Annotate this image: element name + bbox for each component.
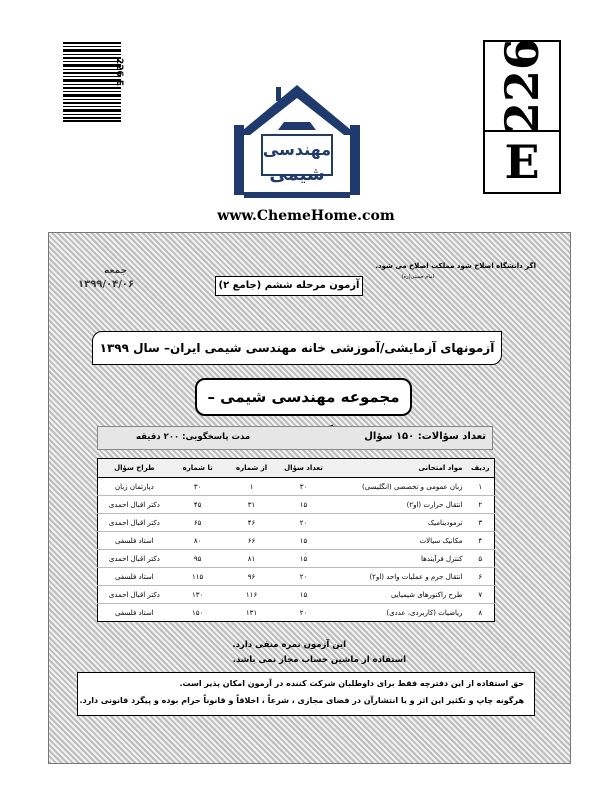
cell: ۱۳۰ (171, 586, 225, 604)
logo-line2: شیمی (269, 164, 325, 185)
cell: ۸ (467, 604, 495, 622)
cell: ۶۶ (225, 532, 279, 550)
cell: ۱ (467, 478, 495, 496)
table-row (98, 496, 495, 514)
calculator-note: استفاده از ماشین حساب مجاز نمی باشد. (232, 655, 406, 665)
cell: انتقال حرارت (او۲) (329, 496, 467, 514)
cell: دکتر اقبال احمدی (98, 550, 171, 568)
cell: استاد فلسفی (98, 604, 171, 622)
cell: استاد فلسفی (98, 532, 171, 550)
cell: ۱۳۱ (225, 604, 279, 622)
col-header: طراح سؤال (98, 459, 171, 478)
exam-day: جمعه (104, 266, 128, 276)
logo-line1: مهندسی (262, 140, 332, 159)
cell: طرح راکتورهای شیمیایی (329, 586, 467, 604)
cell: ترمودینامیک (329, 514, 467, 532)
cell: ۱۵۰ (171, 604, 225, 622)
table-row (98, 550, 495, 568)
cell: ۲۰ (279, 568, 329, 586)
cell: ۳۰ (279, 478, 329, 496)
cell: ۸۱ (225, 550, 279, 568)
collection-title: مجموعه مهندسی شیمی – (195, 378, 412, 416)
cell: دکتر اقبال احمدی (98, 586, 171, 604)
cell: ۱۱۵ (171, 568, 225, 586)
exam-date: ۱۳۹۹/۰۴/۰۶ (78, 279, 135, 290)
table-row (98, 532, 495, 550)
rights-line1: حق استفاده از این دفترچه فقط برای داوطلبان شرکت کننده در آزمون امکان پذیر است. (179, 679, 524, 688)
cell: استاد فلسفی (98, 568, 171, 586)
table-row (98, 586, 495, 604)
booklet-letter: E (504, 135, 540, 189)
cell: ۹۵ (171, 550, 225, 568)
quote-source: امام خمینی(ره) (401, 274, 434, 280)
barcode-code: 226 E (114, 58, 124, 87)
col-header: از شماره (225, 459, 279, 478)
cell: ریاضیات (کاربردی، عددی) (329, 604, 467, 622)
cell: ۱۵ (279, 532, 329, 550)
cell: ۹۶ (225, 568, 279, 586)
cell: ۴ (467, 532, 495, 550)
cell: ۲۰ (279, 604, 329, 622)
cell: دکتر اقبال احمدی (98, 514, 171, 532)
cell: ۳ (467, 514, 495, 532)
website-url[interactable]: www.ChemeHome.com (217, 208, 395, 224)
table-row (98, 478, 495, 496)
series-title: آزمونهای آزمایشی/آموزشی خانه مهندسی شیمی ایران– سال ۱۳۹۹ (92, 331, 502, 365)
cell: ۱ (225, 478, 279, 496)
cell: ۲۰ (279, 514, 329, 532)
copyright-box (77, 672, 535, 716)
booklet-code-box (483, 37, 561, 194)
col-header: ردیف (467, 459, 495, 478)
table-row (98, 604, 495, 622)
table-row (98, 568, 495, 586)
subjects-table (97, 458, 495, 622)
booklet-number: 226 (495, 37, 549, 135)
cell: زبان عمومی و تخصصی (انگلیسی) (329, 478, 467, 496)
cell: ۴۶ (225, 514, 279, 532)
table-header-row (98, 459, 495, 478)
cell: ۶ (467, 568, 495, 586)
question-info-bar (97, 426, 493, 450)
cell: ۶۵ (171, 514, 225, 532)
cell: ۸۰ (171, 532, 225, 550)
cell: ۱۵ (279, 550, 329, 568)
cell: ۳۰ (171, 478, 225, 496)
table-row (98, 514, 495, 532)
cell: مکانیک سیالات (329, 532, 467, 550)
cell: دکتر اقبال احمدی (98, 496, 171, 514)
cell: ۴۵ (171, 496, 225, 514)
col-header: تعداد سؤال (279, 459, 329, 478)
cell: ۱۵ (279, 496, 329, 514)
duration: مدت پاسخگویی: ۲۰۰ دقیقه (136, 432, 251, 442)
col-header: تا شماره (171, 459, 225, 478)
cell: ۳۱ (225, 496, 279, 514)
col-header: مواد امتحانی (329, 459, 467, 478)
cell: انتقال جرم و عملیات واحد (او۲) (329, 568, 467, 586)
question-count: تعداد سؤالات: ۱۵۰ سؤال (364, 431, 486, 442)
exam-stage: آزمون مرحله ششم (جامع ۲) (215, 276, 363, 296)
cell: ۲ (467, 496, 495, 514)
negative-marking-note: این آزمون نمره منفی دارد. (232, 640, 346, 650)
rights-line2: هرگونه چاپ و تکثیر این اثر و یا انتشارآن در فضای مجازی ، شرعاً ، اخلاقاً و قانوناً حرام بوده و پیگرد قانونی دارد. (79, 696, 524, 705)
barcode (63, 42, 121, 122)
cell: کنترل فرآیندها (329, 550, 467, 568)
cell: ۷ (467, 586, 495, 604)
cell: ۵ (467, 550, 495, 568)
chemehome-logo (222, 80, 372, 210)
cell: دپارتمان زبان (98, 478, 171, 496)
cell: ۱۱۶ (225, 586, 279, 604)
cell: ۱۵ (279, 586, 329, 604)
quote: اگر دانشگاه اصلاح شود مملکت اصلاح می شود. (375, 262, 536, 270)
